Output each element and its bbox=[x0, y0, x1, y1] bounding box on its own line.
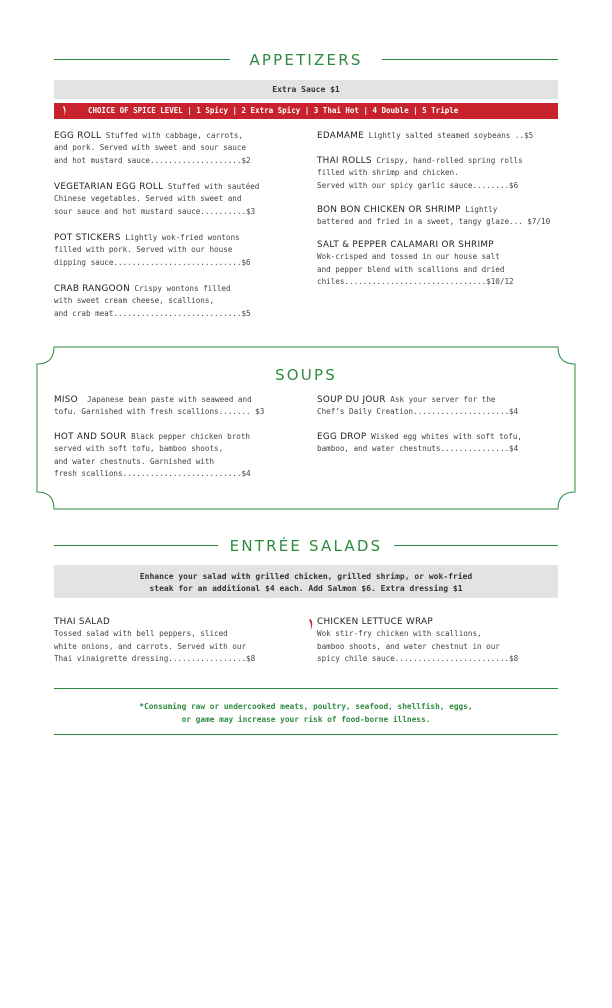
menu-item-description: and water chestnuts. Garnished with bbox=[54, 456, 215, 466]
menu-item-description: and crab meat............................$5 bbox=[54, 308, 251, 318]
menu-item-name: SALT & PEPPER CALAMARI OR SHRIMP bbox=[317, 240, 494, 250]
menu-item-description: Ask your server for the bbox=[385, 395, 496, 404]
chili-pepper-icon bbox=[62, 106, 67, 116]
menu-item-description: Tossed salad with bell peppers, sliced bbox=[54, 629, 228, 639]
menu-item-name: SOUP DU JOUR bbox=[317, 395, 386, 405]
salad-enhance-line-2: steak for an additional $4 each. Add Salmon $6. Extra dressing $1 bbox=[149, 584, 463, 593]
menu-item-name: EGG ROLL bbox=[54, 131, 102, 141]
menu-item bbox=[54, 130, 251, 167]
menu-item-description: Crispy wontons filled bbox=[129, 284, 231, 293]
extra-sauce-text: Extra Sauce $1 bbox=[272, 85, 340, 94]
menu-item-name: CHICKEN LETTUCE WRAP bbox=[317, 617, 433, 627]
footnote-rule-top bbox=[54, 688, 558, 689]
menu-item-description: dipping sauce............................$6 bbox=[54, 257, 251, 267]
menu-item bbox=[317, 204, 550, 229]
menu-item-name: EDAMAME bbox=[317, 131, 365, 141]
menu-item-description: served with soft tofu, bamboo shoots, bbox=[54, 444, 224, 454]
food-safety-line-1: *Consuming raw or undercooked meats, poultry, seafood, shellfish, eggs, bbox=[139, 702, 473, 711]
menu-item-description: with sweet cream cheese, scallions, bbox=[54, 296, 215, 306]
salad-enhance-line-1: Enhance your salad with grilled chicken, grilled shrimp, or wok-fried bbox=[139, 572, 473, 581]
menu-item-description: white onions, and carrots. Served with our bbox=[54, 641, 247, 651]
menu-item bbox=[54, 431, 251, 480]
spice-level-banner bbox=[54, 103, 558, 119]
menu-item-description: battered and fried in a sweet, tangy glaze... $7/10 bbox=[317, 217, 551, 227]
menu-item bbox=[317, 431, 522, 456]
menu-item-description: Thai vinaigrette dressing.................$8 bbox=[54, 653, 256, 663]
menu-item-description: and pepper blend with scallions and dried bbox=[317, 264, 505, 274]
menu-item-name: VEGETARIAN EGG ROLL bbox=[54, 182, 164, 192]
food-safety-line-2: or game may increase your risk of food-borne illness. bbox=[181, 715, 431, 724]
appetizers-title: APPETIZERS bbox=[249, 51, 363, 69]
menu-item bbox=[54, 181, 259, 218]
menu-item-name: THAI ROLLS bbox=[317, 156, 372, 166]
menu-item-description: sour sauce and hot mustard sauce..........$3 bbox=[54, 206, 256, 216]
menu-item-description: fresh scallions..........................$4 bbox=[54, 468, 251, 478]
salads-rule-right bbox=[394, 545, 558, 546]
food-safety-note bbox=[54, 700, 558, 726]
appetizers-rule-right bbox=[382, 59, 558, 60]
menu-item bbox=[317, 239, 514, 288]
menu-item-description: Lightly salted steamed soybeans ..$5 bbox=[364, 131, 534, 140]
menu-item-description: and pork. Served with sweet and sour sauce bbox=[54, 143, 247, 153]
menu-item-description: Wok-crisped and tossed in our house salt bbox=[317, 252, 500, 262]
menu-item-name: BON BON CHICKEN OR SHRIMP bbox=[317, 205, 461, 215]
menu-item bbox=[317, 155, 523, 192]
menu-item-description: Chef’s Daily Creation.....................$4 bbox=[317, 407, 519, 417]
menu-item-description: bamboo shoots, and water chestnut in our bbox=[317, 641, 500, 651]
menu-item-description: Wok stir-fry chicken with scallions, bbox=[317, 629, 482, 639]
menu-item-description: Lightly wok-fried wontons bbox=[120, 233, 240, 242]
menu-item-description: filled with pork. Served with our house bbox=[54, 245, 233, 255]
menu-item-description: Crispy, hand-rolled spring rolls bbox=[371, 156, 523, 165]
menu-item-description: chiles...............................$10/12 bbox=[317, 276, 514, 286]
salads-title: ENTRÉE SALADS bbox=[229, 537, 383, 555]
menu-item-description: Stuffed with cabbage, carrots, bbox=[101, 131, 243, 140]
menu-item bbox=[317, 394, 518, 419]
menu-item-description: Japanese bean paste with seaweed and bbox=[77, 395, 252, 404]
footnote-rule-bottom bbox=[54, 734, 558, 735]
menu-item-description: bamboo, and water chestnuts...............$4 bbox=[317, 444, 519, 454]
menu-item bbox=[54, 283, 251, 320]
menu-item-description: Chinese vegetables. Served with sweet and bbox=[54, 194, 242, 204]
extra-sauce-bar bbox=[54, 80, 558, 99]
spice-level-text: CHOICE OF SPICE LEVEL | 1 Spicy | 2 Extra Spicy | 3 Thai Hot | 4 Double | 5 Triple bbox=[88, 106, 459, 115]
menu-item-description: Black pepper chicken broth bbox=[126, 432, 250, 441]
salad-enhance-bar bbox=[54, 565, 558, 598]
menu-item bbox=[54, 616, 255, 665]
menu-item-description: Stuffed with sautéed bbox=[163, 182, 260, 191]
menu-item-name: POT STICKERS bbox=[54, 233, 121, 243]
menu-item-name: CRAB RANGOON bbox=[54, 284, 130, 294]
menu-item-description: spicy chile sauce.........................$8 bbox=[317, 653, 519, 663]
menu-item-name: EGG DROP bbox=[317, 432, 367, 442]
menu-item bbox=[54, 394, 264, 419]
menu-item-description: Lightly bbox=[460, 205, 498, 214]
menu-item bbox=[317, 130, 533, 142]
chili-pepper-icon bbox=[308, 619, 314, 630]
menu-item bbox=[317, 616, 518, 665]
menu-item-description: Wisked egg whites with soft tofu, bbox=[366, 432, 522, 441]
menu-item-description: Served with our spicy garlic sauce........$6 bbox=[317, 180, 519, 190]
menu-item-name: MISO bbox=[54, 395, 78, 405]
menu-item-description: and hot mustard sauce....................$2 bbox=[54, 155, 251, 165]
menu-item-name: HOT AND SOUR bbox=[54, 432, 127, 442]
menu-item-description: filled with shrimp and chicken. bbox=[317, 168, 459, 178]
menu-item bbox=[54, 232, 251, 269]
soups-title: SOUPS bbox=[275, 366, 337, 384]
menu-item-name: THAI SALAD bbox=[54, 617, 111, 627]
menu-item-description: tofu. Garnished with fresh scallions....... $3 bbox=[54, 407, 265, 417]
